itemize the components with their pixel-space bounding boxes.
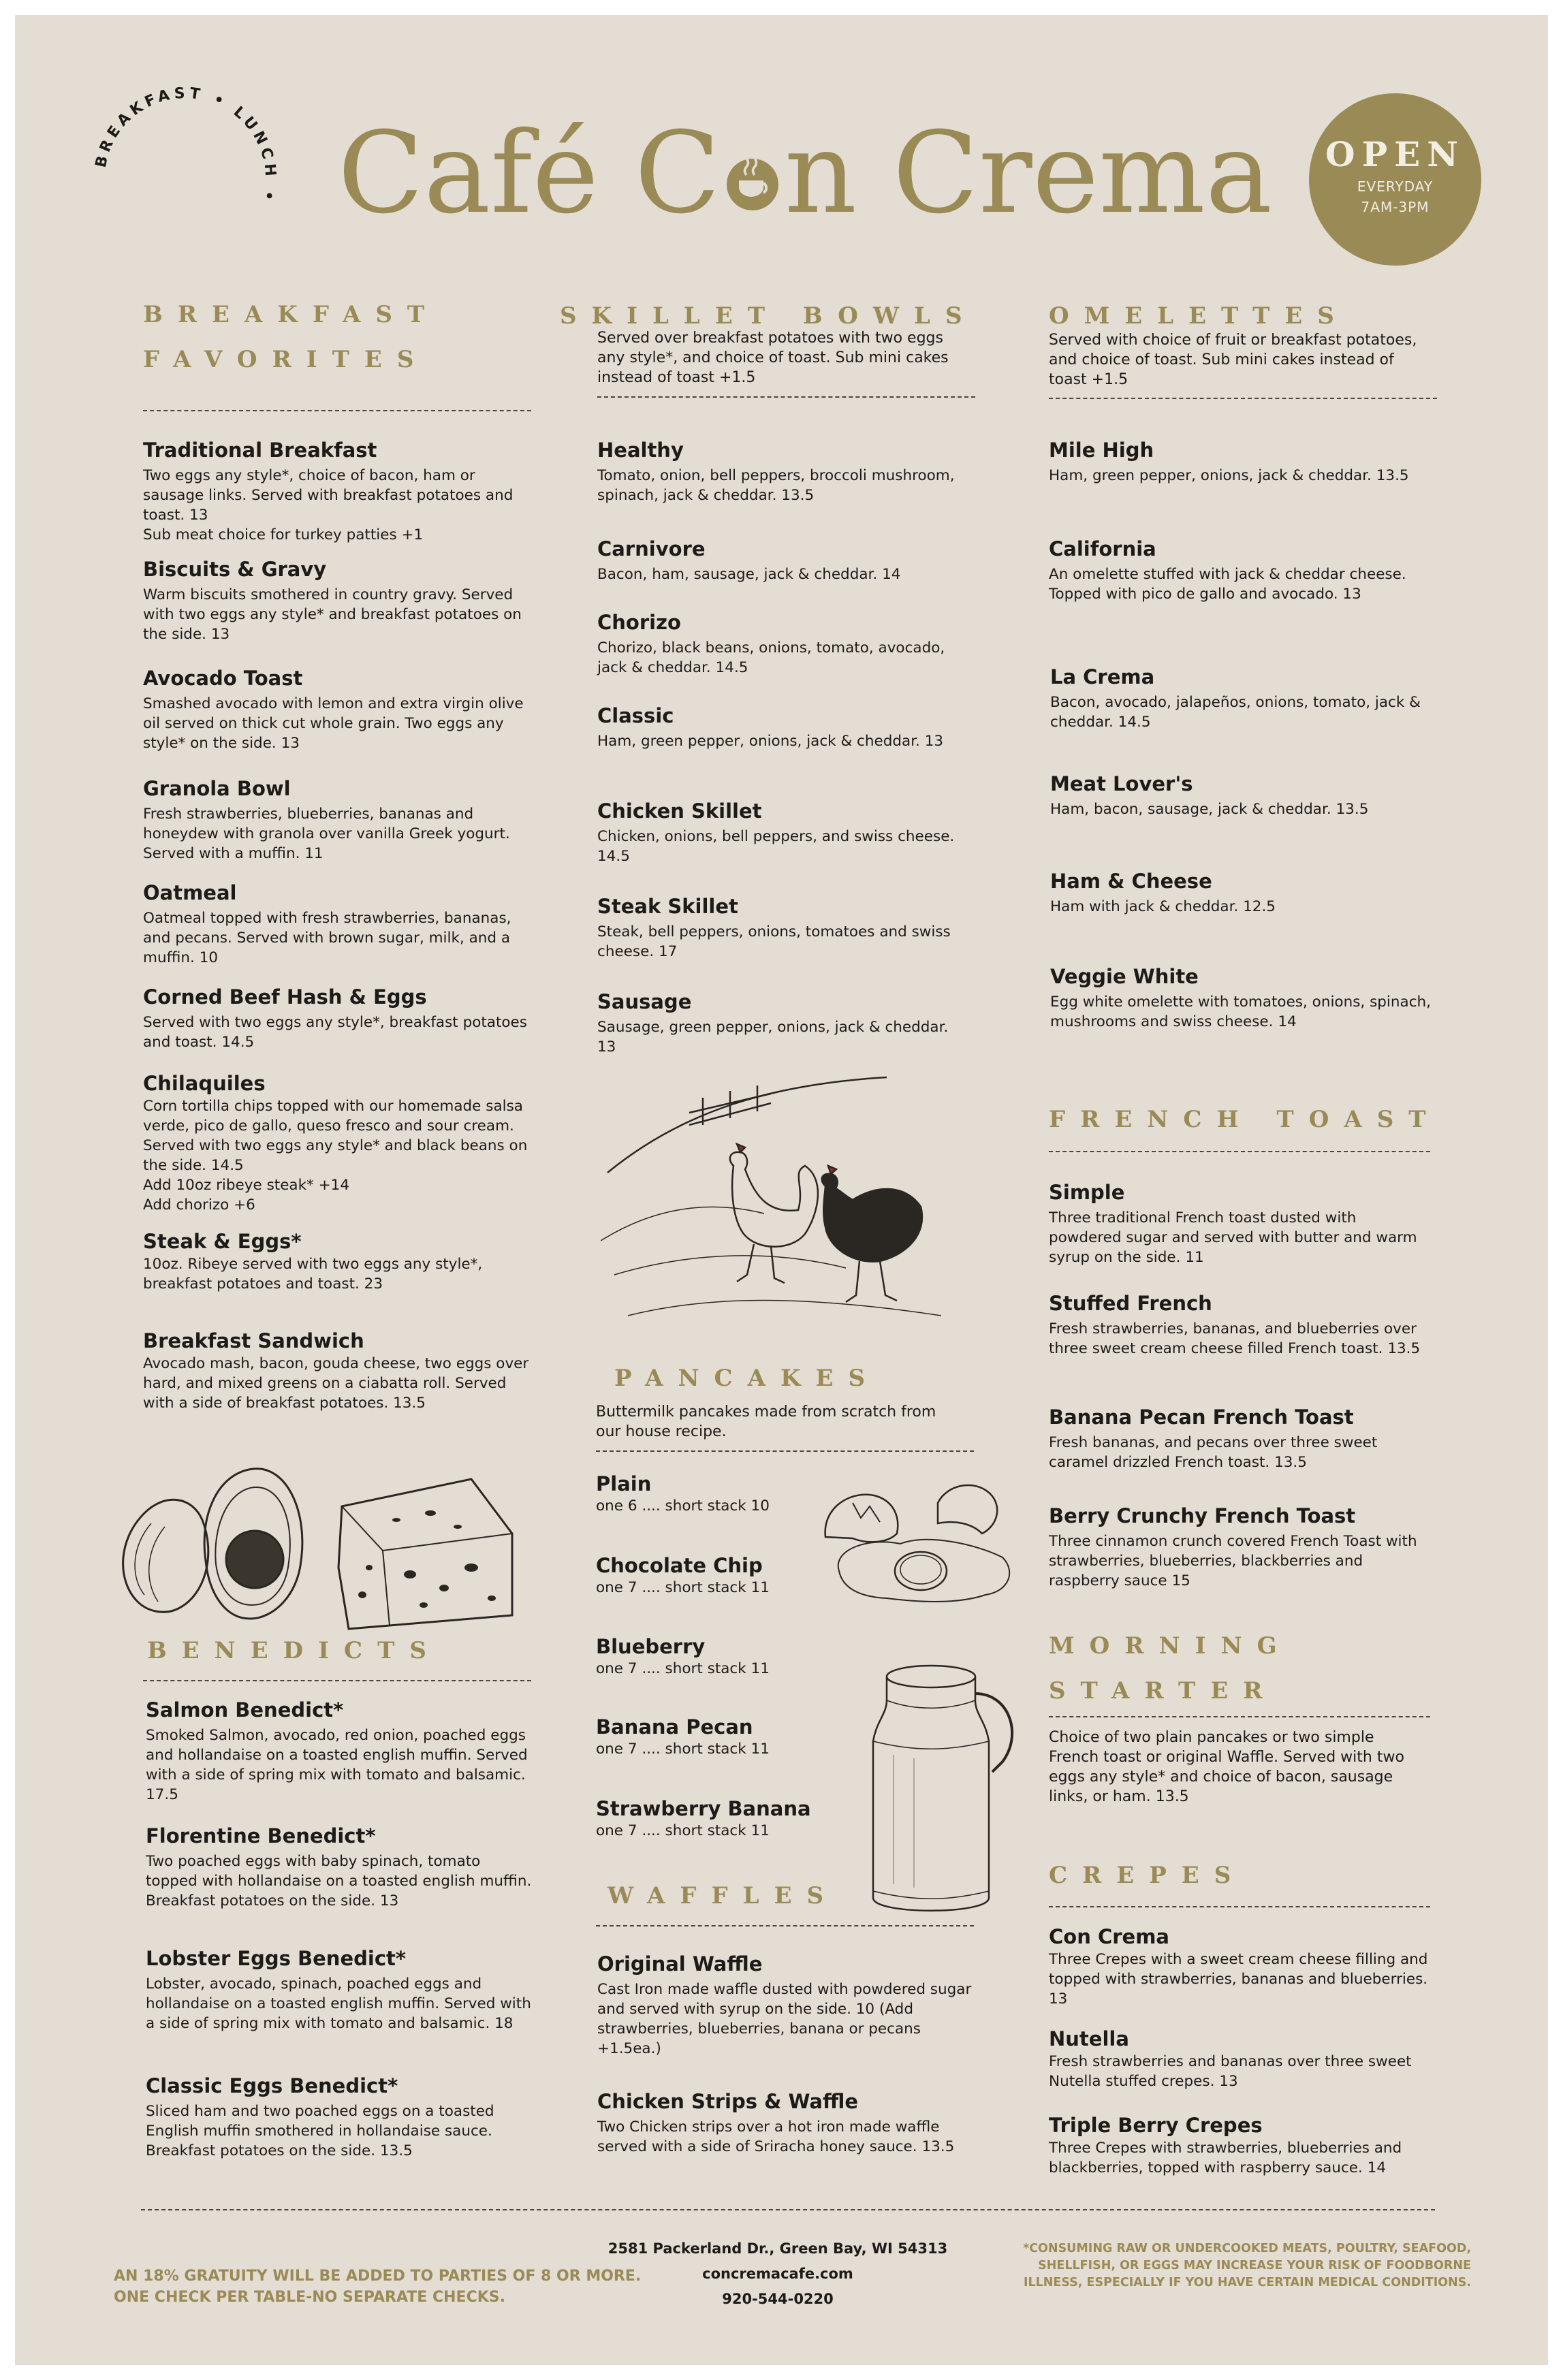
- menu-item: [146, 2073, 534, 2161]
- item-desc: Warm biscuits smothered in country gravy. Served with two eggs any style* and breakfast potatoes on the side. 13: [143, 586, 522, 643]
- item-name: Corned Beef Hash & Eggs: [143, 985, 427, 1009]
- item-name: Strawberry Banana: [596, 1797, 811, 1820]
- food-safety-warning: [974, 2240, 1471, 2291]
- section-title-benedicts: BENEDICTS: [147, 1637, 441, 1664]
- item-price: one 7 .... short stack 11: [596, 1660, 770, 1677]
- section-divider: [1049, 1906, 1430, 1907]
- menu-item: [597, 609, 965, 678]
- item-desc: Bacon, avocado, jalapeños, onions, tomato, jack & cheddar. 14.5: [1050, 694, 1421, 731]
- item-name: Ham & Cheese: [1050, 870, 1212, 893]
- item-desc: Three cinnamon crunch covered French Toast with strawberries, blueberries, blackberries and raspberry sauce 15: [1049, 1533, 1417, 1589]
- phone-number[interactable]: 920-544-0220: [722, 2291, 834, 2307]
- menu-item: [143, 776, 531, 863]
- item-desc: Ham, bacon, sausage, jack & cheddar. 13.5: [1050, 801, 1369, 818]
- menu-page: [15, 15, 1548, 2365]
- item-price: one 7 .... short stack 11: [596, 1822, 770, 1839]
- menu-item: [143, 1070, 531, 1215]
- item-desc: Fresh strawberries, blueberries, bananas and honeydew with granola over vanilla Greek yogurt. Served with a muffin. 11: [143, 806, 510, 862]
- section-title-breakfast-line1: BREAKFAST: [143, 301, 440, 328]
- item-desc: Avocado mash, bacon, gouda cheese, two eggs over hard, and mixed greens on a ciabatta roll. Served with a side of breakfast potatoes. 13.5: [143, 1355, 529, 1412]
- open-hours: 7AM-3PM: [1361, 199, 1430, 215]
- section-title-waffles: WAFFLES: [607, 1882, 839, 1909]
- item-desc: Ham with jack & cheddar. 12.5: [1050, 898, 1276, 915]
- gratuity-notice: [114, 2266, 641, 2308]
- menu-item: [1049, 1179, 1430, 1267]
- item-desc: Lobster, avocado, spinach, poached eggs and hollandaise on a toasted english muffin. Served with a side of spring mix with tomato and balsamic. 18: [146, 1976, 531, 2032]
- item-desc: Corn tortilla chips topped with our homemade salsa verde, pico de gallo, queso fresco and sour cream. Served with two eggs any style* and black beans on the side. 14.5: [143, 1098, 528, 1174]
- menu-item: [143, 665, 531, 753]
- item-name: La Crema: [1050, 665, 1155, 688]
- menu-item: [596, 1714, 882, 1758]
- item-name: Mile High: [1049, 439, 1154, 462]
- item-desc: Two eggs any style*, choice of bacon, ham or sausage links. Served with breakfast potatoes and toast. 13: [143, 467, 514, 524]
- item-name: Granola Bowl: [143, 777, 291, 800]
- item-extra: Add 10oz ribeye steak* +14: [143, 1177, 350, 1194]
- menu-item: [1049, 1503, 1430, 1591]
- item-desc: Ham, green pepper, onions, jack & cheddar. 13: [597, 733, 944, 750]
- menu-item: [1049, 1290, 1430, 1359]
- section-title-breakfast-line2: FAVORITES: [143, 346, 429, 373]
- item-name: Banana Pecan French Toast: [1049, 1406, 1354, 1429]
- item-name: Chicken Skillet: [597, 799, 762, 823]
- item-desc: Two poached eggs with baby spinach, tomato topped with hollandaise on a toasted english muffin. Breakfast potatoes on the side. 13: [146, 1853, 532, 1909]
- section-intro: Served with choice of fruit or breakfast potatoes, and choice of toast. Sub mini cakes instead of toast +1.5: [1049, 332, 1417, 388]
- menu-item: [143, 984, 531, 1052]
- gratuity-line: ONE CHECK PER TABLE-NO SEPARATE CHECKS.: [114, 2289, 505, 2306]
- item-name: Blueberry: [596, 1635, 706, 1658]
- item-name: Steak Skillet: [597, 895, 738, 918]
- item-desc: Three Crepes with a sweet cream cheese filling and topped with strawberries, bananas and blueberries. 13: [1049, 1951, 1428, 2008]
- menu-item: [1049, 2112, 1430, 2178]
- address: 2581 Packerland Dr., Green Bay, WI 54313: [607, 2240, 948, 2257]
- item-desc: Two Chicken strips over a hot iron made waffle served with a side of Sriracha honey sauce. 13.5: [597, 2119, 955, 2155]
- item-name: Plain: [596, 1472, 652, 1495]
- menu-item: [596, 1634, 882, 1678]
- section-title-morning-starter-line2: STARTER: [1049, 1677, 1278, 1704]
- menu-item: [596, 1796, 882, 1840]
- item-name: Berry Crunchy French Toast: [1049, 1504, 1356, 1527]
- section-divider: [1049, 1151, 1430, 1152]
- item-name: Sausage: [597, 990, 692, 1013]
- menu-item: [597, 437, 965, 505]
- menu-item: [1050, 664, 1432, 732]
- item-name: Chicken Strips & Waffle: [597, 2090, 859, 2113]
- section-intro: Served over breakfast potatoes with two eggs any style*, and choice of toast. Sub mini cakes instead of toast +1.5: [597, 330, 949, 386]
- item-name: Avocado Toast: [143, 667, 303, 690]
- item-desc: Sausage, green pepper, onions, jack & cheddar. 13: [597, 1019, 949, 1056]
- menu-item: [597, 536, 965, 584]
- item-desc: Ham, green pepper, onions, jack & cheddar. 13.5: [1049, 467, 1409, 484]
- milk-can-illustration: [846, 1653, 1023, 1925]
- item-name: Traditional Breakfast: [143, 439, 377, 462]
- menu-item: [597, 703, 965, 751]
- item-name: Original Waffle: [597, 1952, 763, 1976]
- item-desc: Smoked Salmon, avocado, red onion, poached eggs and hollandaise on a toasted english muffin. Served with a side of spring mix with tomato and balsamic. 17.5: [146, 1727, 528, 1803]
- item-name: Lobster Eggs Benedict*: [146, 1947, 407, 1970]
- menu-item: [143, 1228, 531, 1294]
- open-days: EVERYDAY: [1357, 178, 1434, 195]
- item-name: Steak & Eggs*: [143, 1230, 302, 1253]
- menu-item: [1050, 868, 1432, 917]
- section-divider: [596, 1925, 974, 1926]
- item-desc: Steak, bell peppers, onions, tomatoes and swiss cheese. 17: [597, 923, 951, 960]
- section-divider: [1049, 1716, 1430, 1717]
- menu-item: [1049, 437, 1430, 486]
- item-desc: Fresh strawberries, bananas, and blueberries over three sweet cream cheese filled French toast. 13.5: [1049, 1320, 1421, 1357]
- menu-item: [1050, 964, 1432, 1032]
- coffee-cup-icon: [722, 150, 783, 212]
- warning-line: SHELLFISH, OR EGGS MAY INCREASE YOUR RISK OF FOODBORNE: [1038, 2259, 1471, 2272]
- section-title-crepes: CREPES: [1049, 1862, 1246, 1889]
- item-price: one 7 .... short stack 11: [596, 1579, 770, 1596]
- item-desc: Tomato, onion, bell peppers, broccoli mushroom, spinach, jack & cheddar. 13.5: [597, 467, 955, 504]
- item-desc: An omelette stuffed with jack & cheddar cheese. Topped with pico de gallo and avocado. 13: [1049, 566, 1406, 603]
- item-name: Breakfast Sandwich: [143, 1329, 364, 1352]
- menu-item: [1049, 1924, 1430, 2009]
- item-name: Classic Eggs Benedict*: [146, 2074, 398, 2097]
- menu-item: [597, 2089, 979, 2157]
- item-name: Stuffed French: [1049, 1292, 1212, 1315]
- menu-item: [146, 1823, 534, 1911]
- chickens-illustration: [601, 1070, 955, 1336]
- section-divider: [597, 396, 975, 398]
- item-name: Oatmeal: [143, 881, 237, 904]
- page-title: [301, 108, 1309, 238]
- item-desc: Oatmeal topped with fresh strawberries, bananas, and pecans. Served with brown sugar, milk, and a muffin. 10: [143, 910, 511, 966]
- item-desc: Fresh strawberries and bananas over three sweet Nutella stuffed crepes. 13: [1049, 2053, 1412, 2090]
- menu-item: [143, 880, 531, 968]
- title-word-con-c: C: [634, 108, 721, 238]
- item-desc: Chorizo, black beans, onions, tomato, avocado, jack & cheddar. 14.5: [597, 639, 945, 676]
- menu-item: [143, 437, 531, 545]
- title-word-con-n: n: [784, 108, 857, 238]
- section-divider: [143, 410, 531, 411]
- menu-item: [1049, 2026, 1430, 2091]
- item-extra: Sub meat choice for turkey patties +1: [143, 526, 424, 543]
- item-desc: Cast Iron made waffle dusted with powdered sugar and served with syrup on the side. 10 (Add strawberries, blueberries, banana or pecans +1.5ea.): [597, 1981, 972, 2057]
- item-name: Simple: [1049, 1181, 1125, 1204]
- item-price: one 6 .... short stack 10: [596, 1497, 770, 1514]
- item-desc: Three Crepes with strawberries, blueberries and blackberries, topped with raspberry sauce. 14: [1049, 2140, 1402, 2176]
- warning-line: *CONSUMING RAW OR UNDERCOOKED MEATS, POULTRY, SEAFOOD,: [1023, 2242, 1471, 2255]
- menu-item: [146, 1697, 534, 1805]
- menu-item: [143, 1328, 531, 1413]
- item-desc: Egg white omelette with tomatoes, onions, spinach, mushrooms and swiss cheese. 14: [1050, 994, 1431, 1030]
- item-desc: Smashed avocado with lemon and extra virgin olive oil served on thick cut whole grain. Two eggs any style* on the side. 13: [143, 695, 524, 752]
- menu-item: [597, 893, 965, 962]
- item-desc: Fresh bananas, and pecans over three sweet caramel drizzled French toast. 13.5: [1049, 1434, 1378, 1471]
- item-desc: Three traditional French toast dusted with powdered sugar and served with butter and warm syrup on the side. 11: [1049, 1209, 1417, 1266]
- menu-item: [1050, 771, 1432, 819]
- section-divider: [1049, 398, 1437, 399]
- section-title-skillets: SKILLET BOWLS: [560, 302, 977, 330]
- item-name: Veggie White: [1050, 965, 1199, 988]
- gratuity-line: AN 18% GRATUITY WILL BE ADDED TO PARTIES OF 8 OR MORE.: [114, 2268, 642, 2285]
- menu-item: [1049, 1404, 1430, 1472]
- item-name: Banana Pecan: [596, 1715, 753, 1739]
- menu-item: [146, 1946, 534, 2033]
- section-title-omelettes: OMELETTES: [1049, 302, 1349, 330]
- item-name: Triple Berry Crepes: [1049, 2114, 1263, 2137]
- morning-starter-desc: Choice of two plain pancakes or two simple French toast or original Waffle. Served with two eggs any style* and choice of bacon, sausage links, or ham. 13.5: [1049, 1729, 1404, 1805]
- item-desc: Sliced ham and two poached eggs on a toasted English muffin smothered in hollandaise sauce. Breakfast potatoes on the side. 13.5: [146, 2103, 494, 2159]
- item-name: Chocolate Chip: [596, 1554, 763, 1577]
- eggs-illustration: [812, 1476, 1030, 1612]
- item-price: one 7 .... short stack 11: [596, 1741, 770, 1758]
- section-title-morning-starter-line1: MORNING: [1049, 1632, 1292, 1660]
- menu-item: [597, 798, 965, 866]
- item-name: Meat Lover's: [1050, 772, 1193, 795]
- breakfast-lunch-badge: [73, 66, 298, 291]
- section-title-pancakes: PANCAKES: [614, 1365, 881, 1392]
- menu-item: [1049, 536, 1430, 604]
- open-hours-badge: [1309, 93, 1481, 266]
- section-title-french-toast: FRENCH TOAST: [1049, 1106, 1441, 1133]
- warning-line: ILLNESS, ESPECIALLY IF YOU HAVE CERTAIN MEDICAL CONDITIONS.: [1023, 2276, 1471, 2289]
- item-desc: 10oz. Ribeye served with two eggs any style*, breakfast potatoes and toast. 23: [143, 1256, 483, 1292]
- menu-item: [143, 556, 531, 644]
- item-name: Carnivore: [597, 537, 706, 560]
- item-desc: Chicken, onions, bell peppers, and swiss cheese. 14.5: [597, 828, 955, 865]
- website-link[interactable]: concremacafe.com: [702, 2266, 853, 2282]
- menu-item: [597, 989, 965, 1057]
- menu-item: [597, 1951, 979, 2059]
- item-name: Healthy: [597, 439, 684, 462]
- item-name: Chilaquiles: [143, 1072, 266, 1095]
- item-name: California: [1049, 537, 1156, 560]
- title-word-cafe: Café: [337, 108, 599, 238]
- item-desc: Served with two eggs any style*, breakfast potatoes and toast. 14.5: [143, 1014, 527, 1051]
- item-extra: Add chorizo +6: [143, 1196, 255, 1213]
- item-name: Florentine Benedict*: [146, 1824, 376, 1847]
- item-name: Salmon Benedict*: [146, 1698, 344, 1721]
- item-name: Con Crema: [1049, 1925, 1169, 1948]
- section-divider: [596, 1450, 974, 1452]
- footer-divider: [141, 2209, 1435, 2210]
- title-word-crema: Crema: [892, 108, 1273, 238]
- item-name: Biscuits & Gravy: [143, 558, 327, 581]
- open-label: OPEN: [1325, 134, 1465, 174]
- section-intro: Buttermilk pancakes made from scratch from our house recipe.: [596, 1403, 936, 1440]
- item-desc: Bacon, ham, sausage, jack & cheddar. 14: [597, 566, 901, 583]
- avocado-cheese-illustration: [104, 1431, 539, 1636]
- item-name: Classic: [597, 704, 674, 727]
- item-name: Nutella: [1049, 2027, 1129, 2050]
- contact-info: [573, 2236, 982, 2312]
- section-divider: [143, 1680, 531, 1681]
- badge-text: BREAKFAST • LUNCH •: [92, 84, 279, 206]
- item-name: Chorizo: [597, 611, 681, 634]
